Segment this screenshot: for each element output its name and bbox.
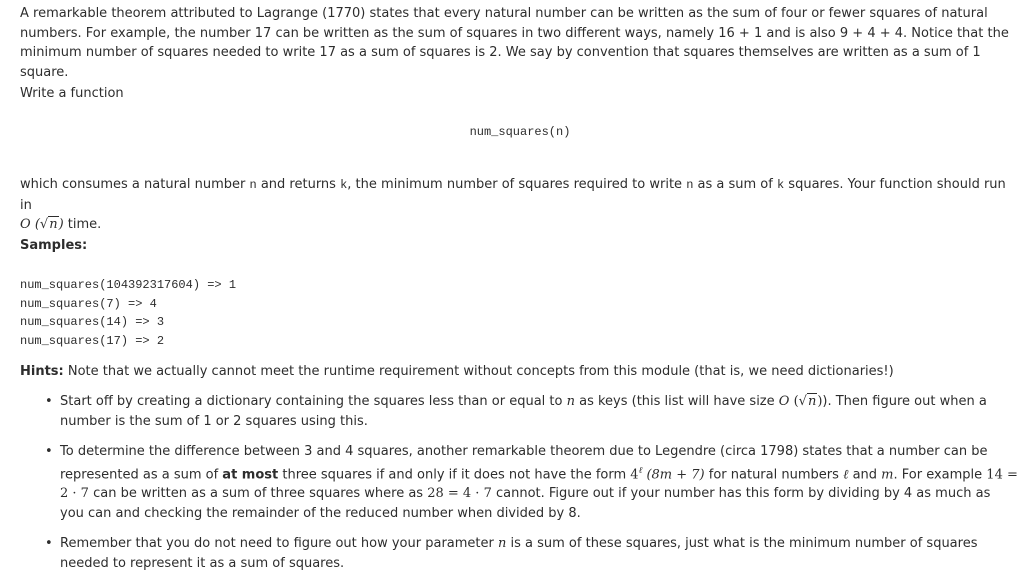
hint-item: • Remember that you do not need to figure out how your parameter n is a sum of these squares, just what is the minimum number of squares needed to represent it as a sum of squares. [60,534,1018,573]
sample-line: num_squares(14) => 3 [20,315,165,329]
samples-code-block [20,276,236,350]
hint-item: • To determine the difference between 3 and 4 squares, another remarkable theorem due to Legendre (circa 1798) states that a number can be represented as a sum of at most three squares if and only if it does not have the form $4^\ell$ (8m + 7) for natural numbers ℓ and m. For example 14 = 2 · 7 can be written as a sum of three squares where as 28 = 4 · 7 cannot. Figure out if your number has this form by dividing by 4 as much as you can and checking the remainder of the reduced number when divided by 8. [60,442,1018,523]
hints-list [20,392,1018,584]
write-function-text: Write a function [20,86,124,101]
hints-paragraph: Hints: Note that we actually cannot meet the runtime requirement without concepts from this module (that is, we need dictionaries!) [20,364,894,379]
function-signature: num_squares(n) [469,125,571,139]
complexity-formula: O (√n) [20,217,64,232]
sample-line: num_squares(17) => 2 [20,333,165,348]
intro-paragraph: A remarkable theorem attributed to Lagrange (1770) states that every natural number can be written as the sum of four or fewer squares of natural numbers. For example, the number 17 can be written as the sum of squares in two different ways, namely 16 + 1 and is also 9 + 4 + 4. Notice that the minimum number of squares needed to write 17 as a sum of squares is 2. We say by convention that squares themselves are written as a sum of 1 square. [20,6,1009,80]
hints-label: Hints: [20,364,64,379]
description-paragraph: which consumes a natural number n and returns k, the minimum number of squares required to write n as a sum of k squares. Your function should run in O (√n) time. [20,177,1006,232]
hint-item: • Start off by creating a dictionary containing the squares less than or equal to n as keys (this list will have size O (√n)). Then figure out when a number is the sum of 1 or 2 squares using this. [60,392,1018,431]
sample-line: num_squares(7) => 4 [20,296,157,311]
samples-heading: Samples: [20,238,88,253]
sample-line: num_squares(104392317604) => 1 [20,278,237,292]
